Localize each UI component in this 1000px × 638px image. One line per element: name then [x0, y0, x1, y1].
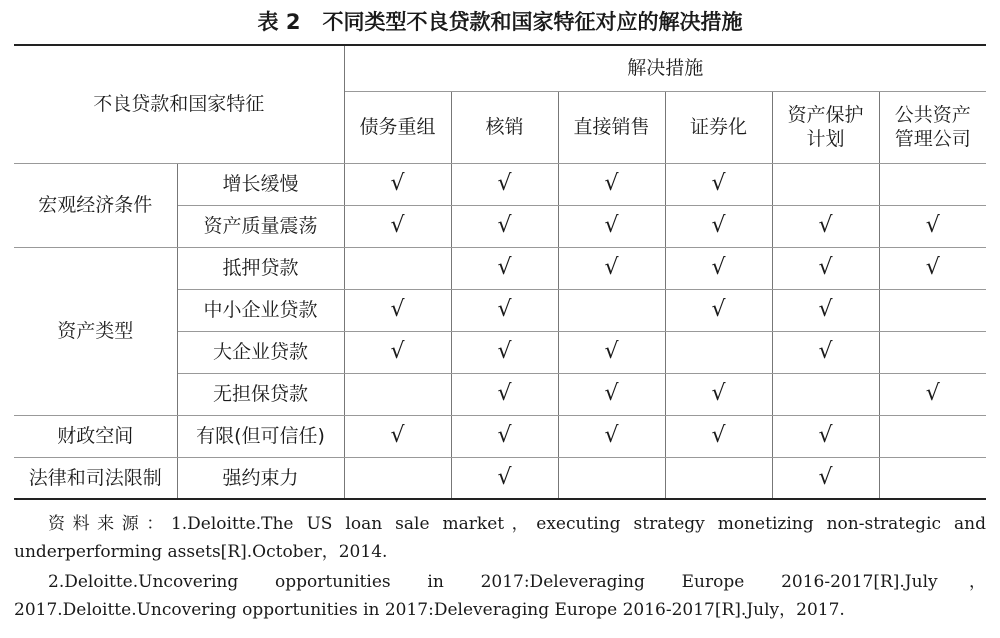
- check-mark-icon: √: [818, 213, 833, 238]
- check-mark-cell: [558, 331, 665, 373]
- check-mark-icon: √: [497, 423, 512, 448]
- empty-cell: [879, 163, 986, 205]
- empty-cell: [772, 163, 879, 205]
- group-label: 财政空间: [14, 415, 177, 457]
- check-mark-icon: √: [711, 297, 726, 322]
- check-mark-cell: [772, 247, 879, 289]
- corner-header: 不良贷款和国家特征: [14, 45, 344, 163]
- check-mark-cell: [451, 415, 558, 457]
- check-mark-cell: [558, 247, 665, 289]
- check-mark-icon: √: [497, 339, 512, 364]
- empty-cell: [344, 457, 451, 499]
- empty-cell: [344, 247, 451, 289]
- check-mark-cell: [665, 205, 772, 247]
- check-mark-icon: √: [604, 339, 619, 364]
- check-mark-icon: √: [497, 171, 512, 196]
- empty-cell: [344, 373, 451, 415]
- check-mark-icon: √: [818, 464, 833, 490]
- table-title: [0, 6, 1000, 36]
- check-mark-cell: [772, 457, 879, 499]
- row-label: 无担保贷款: [177, 373, 344, 415]
- check-mark-cell: [772, 205, 879, 247]
- row-label: 有限(但可信任): [177, 415, 344, 457]
- row-label: 大企业贷款: [177, 331, 344, 373]
- check-mark-icon: √: [711, 255, 726, 280]
- check-mark-icon: √: [604, 423, 619, 448]
- column-header: 债务重组: [344, 91, 451, 163]
- check-mark-icon: √: [818, 339, 833, 364]
- column-header: 资产保护 计划: [772, 91, 879, 163]
- column-header: 直接销售: [558, 91, 665, 163]
- table-title-text: 不同类型不良贷款和国家特征对应的解决措施: [322, 10, 743, 34]
- table-number: 表 2: [257, 10, 301, 34]
- row-label: 中小企业贷款: [177, 289, 344, 331]
- check-mark-icon: √: [390, 339, 405, 364]
- empty-cell: [558, 289, 665, 331]
- check-mark-icon: √: [497, 297, 512, 322]
- check-mark-cell: [344, 163, 451, 205]
- table-row: [14, 415, 986, 457]
- check-mark-cell: [558, 373, 665, 415]
- table-row: [14, 457, 986, 499]
- empty-cell: [879, 289, 986, 331]
- check-mark-icon: √: [711, 171, 726, 196]
- check-mark-cell: [665, 415, 772, 457]
- empty-cell: [879, 415, 986, 457]
- check-mark-cell: [344, 205, 451, 247]
- check-mark-cell: [344, 415, 451, 457]
- column-header: 证券化: [665, 91, 772, 163]
- check-mark-cell: [665, 373, 772, 415]
- check-mark-icon: √: [497, 255, 512, 280]
- check-mark-cell: [558, 415, 665, 457]
- check-mark-icon: √: [711, 423, 726, 448]
- check-mark-icon: √: [925, 255, 940, 280]
- check-mark-icon: √: [390, 171, 405, 196]
- solutions-table: [14, 44, 986, 500]
- group-label: 宏观经济条件: [14, 163, 177, 247]
- check-mark-cell: [665, 163, 772, 205]
- check-mark-cell: [772, 415, 879, 457]
- check-mark-icon: √: [818, 297, 833, 322]
- check-mark-icon: √: [497, 381, 512, 406]
- group-header: 解决措施: [344, 45, 986, 91]
- check-mark-cell: [772, 289, 879, 331]
- group-label: 法律和司法限制: [14, 457, 177, 499]
- check-mark-cell: [879, 247, 986, 289]
- check-mark-icon: √: [604, 381, 619, 406]
- row-label: 抵押贷款: [177, 247, 344, 289]
- empty-cell: [879, 331, 986, 373]
- check-mark-icon: √: [390, 423, 405, 448]
- check-mark-icon: √: [497, 464, 512, 490]
- check-mark-icon: √: [925, 381, 940, 406]
- check-mark-icon: √: [711, 381, 726, 406]
- column-header: 核销: [451, 91, 558, 163]
- check-mark-cell: [558, 163, 665, 205]
- row-label: 强约束力: [177, 457, 344, 499]
- check-mark-cell: [665, 289, 772, 331]
- check-mark-icon: √: [818, 423, 833, 448]
- check-mark-cell: [344, 331, 451, 373]
- check-mark-cell: [451, 205, 558, 247]
- check-mark-cell: [344, 289, 451, 331]
- check-mark-cell: [451, 457, 558, 499]
- check-mark-icon: √: [604, 213, 619, 238]
- check-mark-cell: [451, 163, 558, 205]
- empty-cell: [665, 457, 772, 499]
- check-mark-icon: √: [604, 171, 619, 196]
- check-mark-icon: √: [818, 255, 833, 280]
- check-mark-cell: [451, 331, 558, 373]
- check-mark-cell: [451, 247, 558, 289]
- check-mark-cell: [558, 205, 665, 247]
- check-mark-cell: [451, 289, 558, 331]
- group-label: 资产类型: [14, 247, 177, 415]
- table-row: [14, 163, 986, 205]
- empty-cell: [879, 457, 986, 499]
- table-row: [14, 247, 986, 289]
- check-mark-icon: √: [390, 213, 405, 238]
- check-mark-cell: [879, 205, 986, 247]
- source-note-2: 2.Deloitte.Uncovering opportunities in 2017:Deleveraging Europe 2016-2017[R].July，2017.Deloitte.Uncovering opportunities in 2017:Deleveraging Europe 2016-2017[R].July，2017.: [14, 572, 986, 620]
- check-mark-icon: √: [390, 297, 405, 322]
- check-mark-cell: [665, 247, 772, 289]
- source-note-1: 资料来源：1.Deloitte.The US loan sale market，executing strategy monetizing non-strategic and underperforming assets[R].October，2014.: [14, 514, 986, 562]
- check-mark-cell: [451, 373, 558, 415]
- check-mark-icon: √: [711, 213, 726, 238]
- check-mark-cell: [772, 331, 879, 373]
- check-mark-icon: √: [604, 255, 619, 280]
- row-label: 资产质量震荡: [177, 205, 344, 247]
- row-label: 增长缓慢: [177, 163, 344, 205]
- empty-cell: [665, 331, 772, 373]
- check-mark-icon: √: [497, 213, 512, 238]
- check-mark-icon: √: [925, 213, 940, 238]
- empty-cell: [772, 373, 879, 415]
- column-header: 公共资产 管理公司: [879, 91, 986, 163]
- empty-cell: [558, 457, 665, 499]
- check-mark-cell: [879, 373, 986, 415]
